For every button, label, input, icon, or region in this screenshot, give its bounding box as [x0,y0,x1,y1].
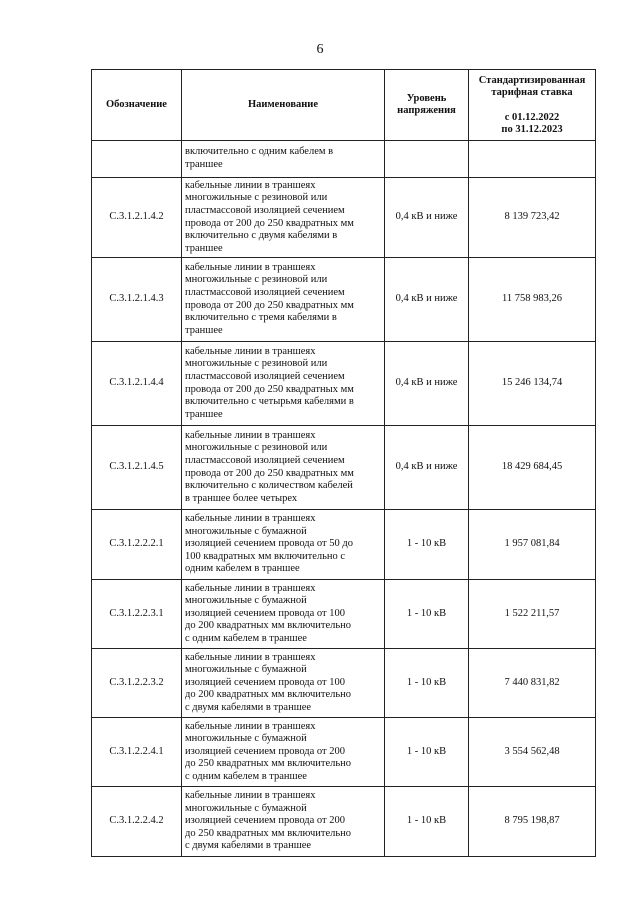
row-name-line: с двумя кабелями в траншее [185,701,312,713]
row-code: С.3.1.2.1.4.5 [92,426,182,510]
table-header-row [92,70,596,141]
row-name-line: кабельные линии в траншеях [185,429,316,441]
row-name-line: пластмассовой изоляцией сечением [185,454,345,466]
row-name [182,258,385,342]
table-row [92,718,596,787]
row-name-line: включительно с четырьмя кабелями в [185,396,354,408]
row-voltage: 1 - 10 кВ [385,580,469,649]
table-row [92,787,596,857]
row-name-line: включительно с количеством кабелей [185,480,353,492]
row-rate: 7 440 831,82 [469,649,596,718]
row-voltage: 0,4 кВ и ниже [385,342,469,426]
row-name-line: до 250 квадратных мм включительно [185,758,351,770]
table-row [92,580,596,649]
row-voltage: 1 - 10 кВ [385,718,469,787]
row-voltage: 1 - 10 кВ [385,787,469,857]
row-code: С.3.1.2.2.3.2 [92,649,182,718]
row-voltage: 1 - 10 кВ [385,649,469,718]
row-rate: 11 758 983,26 [469,258,596,342]
row-code [92,141,182,178]
row-code: С.3.1.2.1.4.4 [92,342,182,426]
row-name-line: включительно с тремя кабелями в [185,312,337,324]
row-code: С.3.1.2.1.4.3 [92,258,182,342]
voltage-header-line2: напряжения [397,105,456,116]
page-number: 6 [316,42,324,57]
row-name-line: траншее [185,159,223,170]
table-row [92,342,596,426]
row-name-line: многожильные с бумажной [185,733,307,745]
tariff-table [91,69,596,857]
row-voltage: 0,4 кВ и ниже [385,258,469,342]
row-name-line: до 250 квадратных мм включительно [185,827,351,839]
table-row [92,510,596,580]
row-name-line: многожильные с резиновой или [185,442,328,454]
row-name-line: изоляцией сечением провода от 200 [185,745,345,757]
row-voltage [385,141,469,178]
row-rate: 1 522 211,57 [469,580,596,649]
row-name-line: в траншее более четырех [185,492,298,504]
row-name-line: с двумя кабелями в траншее [185,840,312,852]
row-name-line: пластмассовой изоляцией сечением [185,286,345,298]
row-name-line: пластмассовой изоляцией сечением [185,204,345,216]
row-rate: 8 139 723,42 [469,178,596,258]
table-row [92,649,596,718]
row-name-line: многожильные с резиновой или [185,274,328,286]
row-rate [469,141,596,178]
row-name-line: траншее [185,242,223,254]
row-name [182,426,385,510]
row-name-line: многожильные с бумажной [185,802,307,814]
column-header-rate [469,70,596,141]
row-name-line: включительно с двумя кабелями в [185,230,338,242]
row-name-line: одним кабелем в траншее [185,563,300,575]
row-name-line: траншее [185,408,223,420]
table-row [92,141,596,178]
row-rate: 8 795 198,87 [469,787,596,857]
row-name [182,342,385,426]
row-name-line: провода от 200 до 250 квадратных мм [185,467,354,479]
row-rate: 15 246 134,74 [469,342,596,426]
column-header-voltage [385,70,469,141]
row-code: С.3.1.2.2.2.1 [92,510,182,580]
row-voltage: 1 - 10 кВ [385,510,469,580]
row-code: С.3.1.2.2.4.1 [92,718,182,787]
row-name-line: изоляцией сечением провода от 50 до [185,538,353,550]
row-name [182,787,385,857]
row-name-line: изоляцией сечением провода от 100 [185,676,345,688]
row-name-line: с одним кабелем в траншее [185,632,307,644]
table-row [92,258,596,342]
row-name-line: пластмассовой изоляцией сечением [185,370,345,382]
row-code: С.3.1.2.1.4.2 [92,178,182,258]
row-name [182,580,385,649]
row-name-line: кабельные линии в траншеях [185,582,316,594]
row-rate: 1 957 081,84 [469,510,596,580]
row-name-line: провода от 200 до 250 квадратных мм [185,217,354,229]
row-name-line: с одним кабелем в траншее [185,770,307,782]
rate-period-from: с 01.12.2022 [504,111,560,123]
table-body [92,141,596,857]
row-code: С.3.1.2.2.3.1 [92,580,182,649]
row-name-line: многожильные с бумажной [185,664,307,676]
row-rate: 3 554 562,48 [469,718,596,787]
row-name-line: кабельные линии в траншеях [185,345,316,357]
row-voltage: 0,4 кВ и ниже [385,178,469,258]
voltage-header-line1: Уровень [406,93,447,104]
row-name [182,649,385,718]
rate-header-line2: тарифная ставка [491,86,573,98]
rate-header-line1: Стандартизированная [478,74,586,86]
table-row [92,426,596,510]
row-name-line: многожильные с резиновой или [185,192,328,204]
row-name-line: кабельные линии в траншеях [185,179,316,191]
row-name-line: до 200 квадратных мм включительно [185,620,351,632]
rate-header-period [469,112,595,136]
row-name-line: провода от 200 до 250 квадратных мм [185,383,354,395]
row-name-line: кабельные линии в траншеях [185,720,316,732]
row-name-line: кабельные линии в траншеях [185,790,316,802]
row-name-line: включительно с одним кабелем в [185,146,334,158]
row-name-line: 100 квадратных мм включительно с [185,550,346,562]
row-name [182,718,385,787]
row-name-line: до 200 квадратных мм включительно [185,689,351,701]
column-header-designation: Обозначение [92,70,182,141]
row-name [182,141,385,178]
row-code: С.3.1.2.2.4.2 [92,787,182,857]
row-name-line: многожильные с резиновой или [185,358,328,370]
column-header-name: Наименование [182,70,385,141]
row-name-line: изоляцией сечением провода от 200 [185,815,345,827]
row-voltage: 0,4 кВ и ниже [385,426,469,510]
row-name [182,510,385,580]
row-name-line: кабельные линии в траншеях [185,513,316,525]
row-name-line: кабельные линии в траншеях [185,261,316,273]
row-rate: 18 429 684,45 [469,426,596,510]
row-name-line: многожильные с бумажной [185,595,307,607]
row-name [182,178,385,258]
rate-period-to: по 31.12.2023 [501,123,563,135]
row-name-line: провода от 200 до 250 квадратных мм [185,299,354,311]
row-name-line: многожильные с бумажной [185,525,307,537]
row-name-line: траншее [185,324,223,336]
row-name-line: кабельные линии в траншеях [185,651,316,663]
table-row [92,178,596,258]
row-name-line: изоляцией сечением провода от 100 [185,607,345,619]
